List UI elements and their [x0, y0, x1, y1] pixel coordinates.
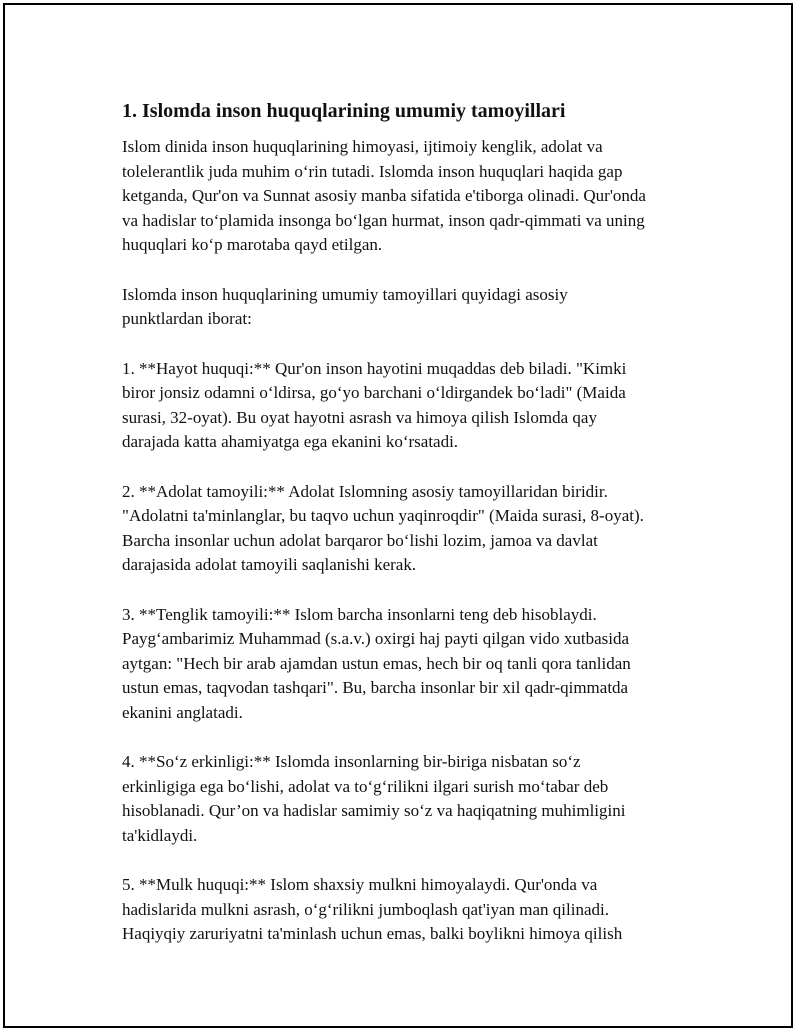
page-frame [3, 3, 793, 1028]
principle-free-speech: 4. **So‘z erkinligi:** Islomda insonlarning bir-biriga nisbatan so‘z erkinligiga ega bo‘lishi, adolat va to‘g‘rilikni ilgari surish mo‘tabar deb hisoblanadi. Qur’on va hadislar samimiy so‘z va haqiqatning muhimligini ta'kidlaydi. [122, 752, 626, 845]
principle-equality: 3. **Tenglik tamoyili:** Islom barcha insonlarni teng deb hisoblaydi. Payg‘ambarimiz Muhammad (s.a.v.) oxirgi haj payti qilgan vido xutbasida aytgan: "Hech bir arab ajamdan ustun emas, hech bir oq tanli qora tanlidan ustun emas, taqvodan tashqari". Bu, barcha insonlar bir xil qadr-qimmatda ekanini anglatadi. [122, 604, 631, 722]
section-heading: 1. Islomda inson huquqlarining umumiy tamoyillari [122, 100, 566, 122]
principle-property-right: 5. **Mulk huquqi:** Islom shaxsiy mulkni himoyalaydi. Qur'onda va hadislarida mulkni asrash, o‘g‘rilikni jumboqlash qat'iyan man qilinadi. Haqiyqiy zaruriyatni ta'minlash uchun emas, balki boylikni himoya qilish [122, 875, 623, 943]
intro-paragraph: Islom dinida inson huquqlarining himoyasi, ijtimoiy kenglik, adolat va tolelerantlik juda muhim o‘rin tutadi. Islomda inson huquqlari haqida gap ketganda, Qur'on va Sunnat asosiy manba sifatida e'tiborga olinadi. Qur'onda va hadislar to‘plamida insonga bo‘lgan hurmat, inson qadr-qimmati va uning huquqlari ko‘p marotaba qayd etilgan. [122, 137, 646, 254]
principle-life-right: 1. **Hayot huquqi:** Qur'on inson hayotini muqaddas deb biladi. "Kimki biror jonsiz odamni o‘ldirsa, go‘yo barchani o‘ldirgandek bo‘ladi" (Maida surasi, 32-oyat). Bu oyat hayotni asrash va himoya qilish Islomda qay darajada katta ahamiyatga ega ekanini ko‘rsatadi. [122, 358, 627, 451]
document-body [122, 97, 702, 972]
principles-lead-paragraph: Islomda inson huquqlarining umumiy tamoyillari quyidagi asosiy punktlardan iborat: [122, 284, 568, 328]
principle-justice: 2. **Adolat tamoyili:** Adolat Islomning asosiy tamoyillaridan biridir. "Adolatni ta'minlanglar, bu taqvo uchun yaqinroqdir" (Maida surasi, 8-oyat). Barcha insonlar uchun adolat barqaror bo‘lishi lozim, jamoa va davlat darajasida adolat tamoyili saqlanishi kerak. [122, 481, 644, 574]
